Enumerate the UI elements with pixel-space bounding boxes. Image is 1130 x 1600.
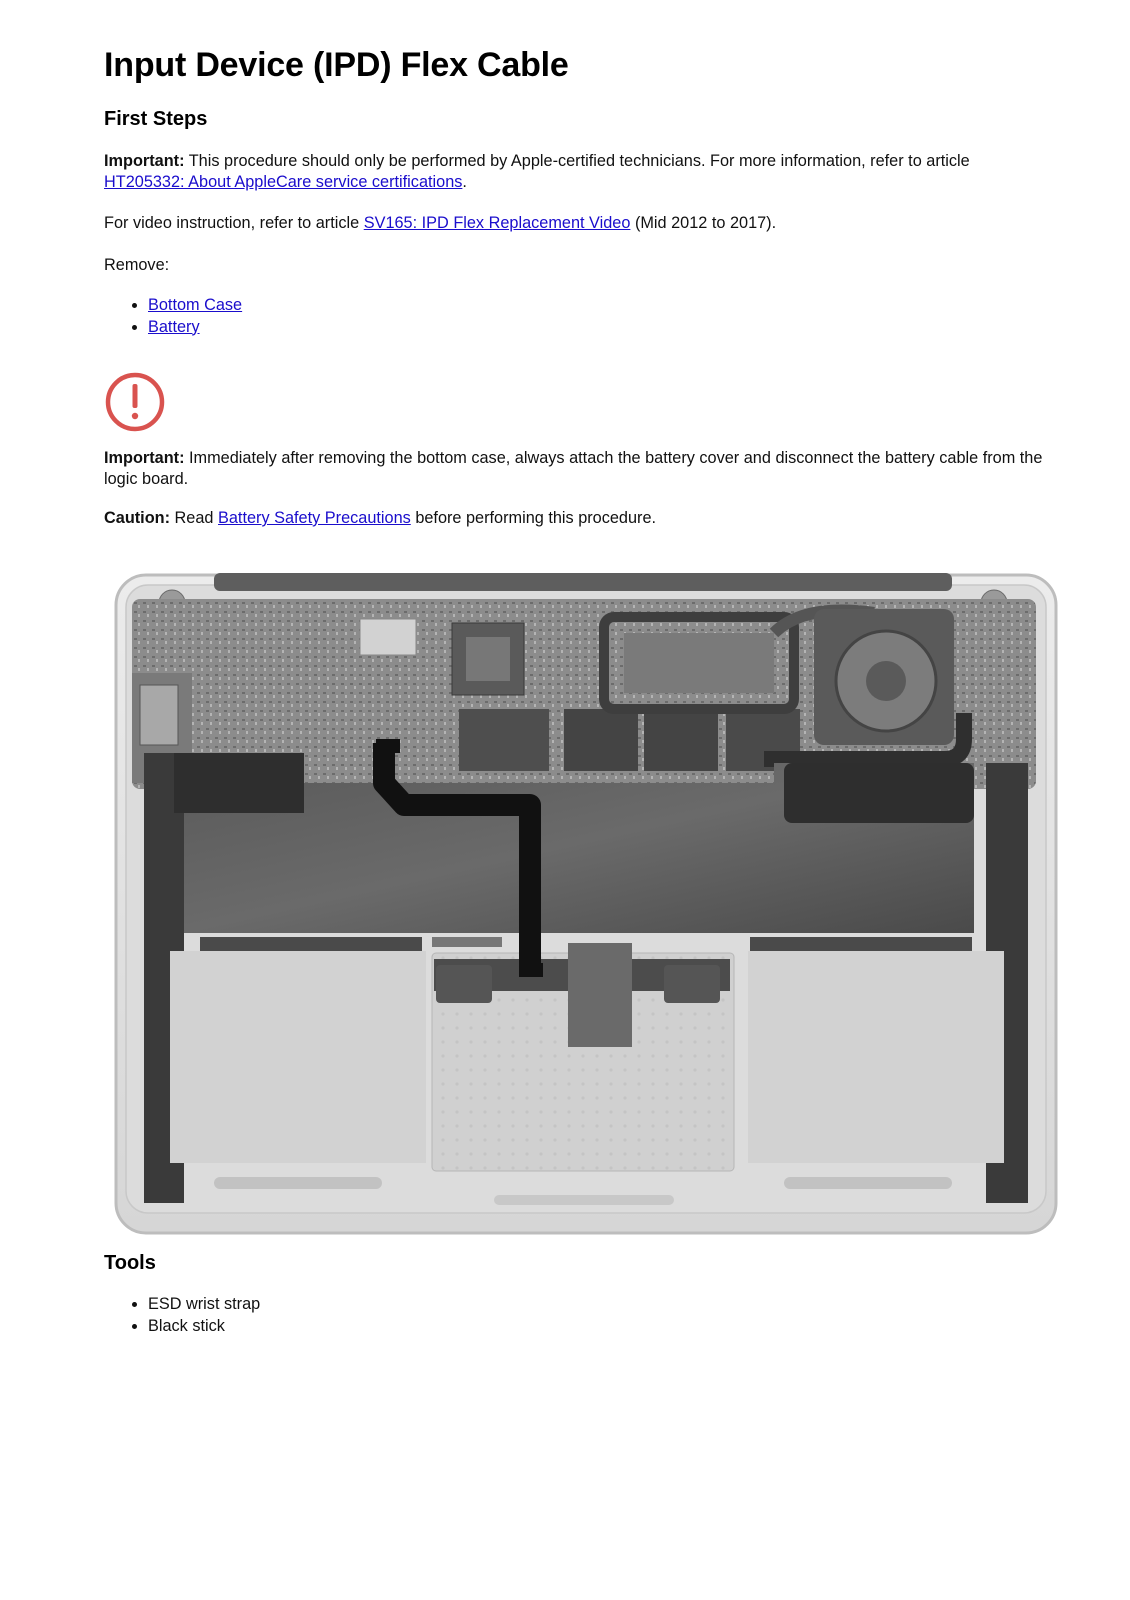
important2-text: Immediately after removing the bottom case, always attach the battery cover and disconnect the battery cable from the logic board. [104, 449, 1043, 488]
caution-paragraph [104, 508, 1044, 529]
page-title: Input Device (IPD) Flex Cable [104, 46, 569, 84]
important2-label: Important: [104, 449, 185, 467]
battery-important-paragraph [104, 448, 1044, 489]
bottom-case-link[interactable]: Bottom Case [148, 296, 243, 314]
video-post-text: (Mid 2012 to 2017). [634, 214, 777, 232]
list-item: • ESD wrist strap [148, 1294, 260, 1316]
battery-safety-link[interactable]: Battery Safety Precautions [218, 509, 411, 527]
list-item [148, 317, 242, 339]
laptop-interior-illustration [114, 573, 1058, 1235]
remove-list [104, 295, 242, 338]
important-paragraph: Important: This procedure should only be performed by Apple-certified technicians. For more information, refer to article HT205332: About AppleCare service certifications. [104, 152, 970, 191]
caution-label: Caution: [104, 509, 171, 527]
video-paragraph [104, 213, 1044, 234]
tools-heading: Tools [104, 1252, 156, 1274]
list-item [148, 295, 242, 317]
battery-link[interactable]: Battery [148, 317, 200, 336]
video-pre-text: For video instruction, refer to article [104, 214, 360, 232]
caution-pre-text: Read [174, 509, 214, 527]
list-item: • Black stick [148, 1316, 260, 1338]
important-label: Important: [104, 152, 185, 170]
exclamation-circle-icon [104, 371, 166, 433]
tools-list [104, 1294, 260, 1337]
remove-label: Remove: [104, 256, 170, 274]
certification-link[interactable]: HT205332: About AppleCare service certifications [104, 172, 463, 191]
video-link[interactable]: SV165: IPD Flex Replacement Video [363, 214, 631, 232]
caution-post-text: before performing this procedure. [415, 509, 657, 527]
important-text: This procedure should only be performed by Apple-certified technicians. For more information, refer to article [188, 152, 970, 170]
first-steps-heading: First Steps [104, 108, 208, 130]
